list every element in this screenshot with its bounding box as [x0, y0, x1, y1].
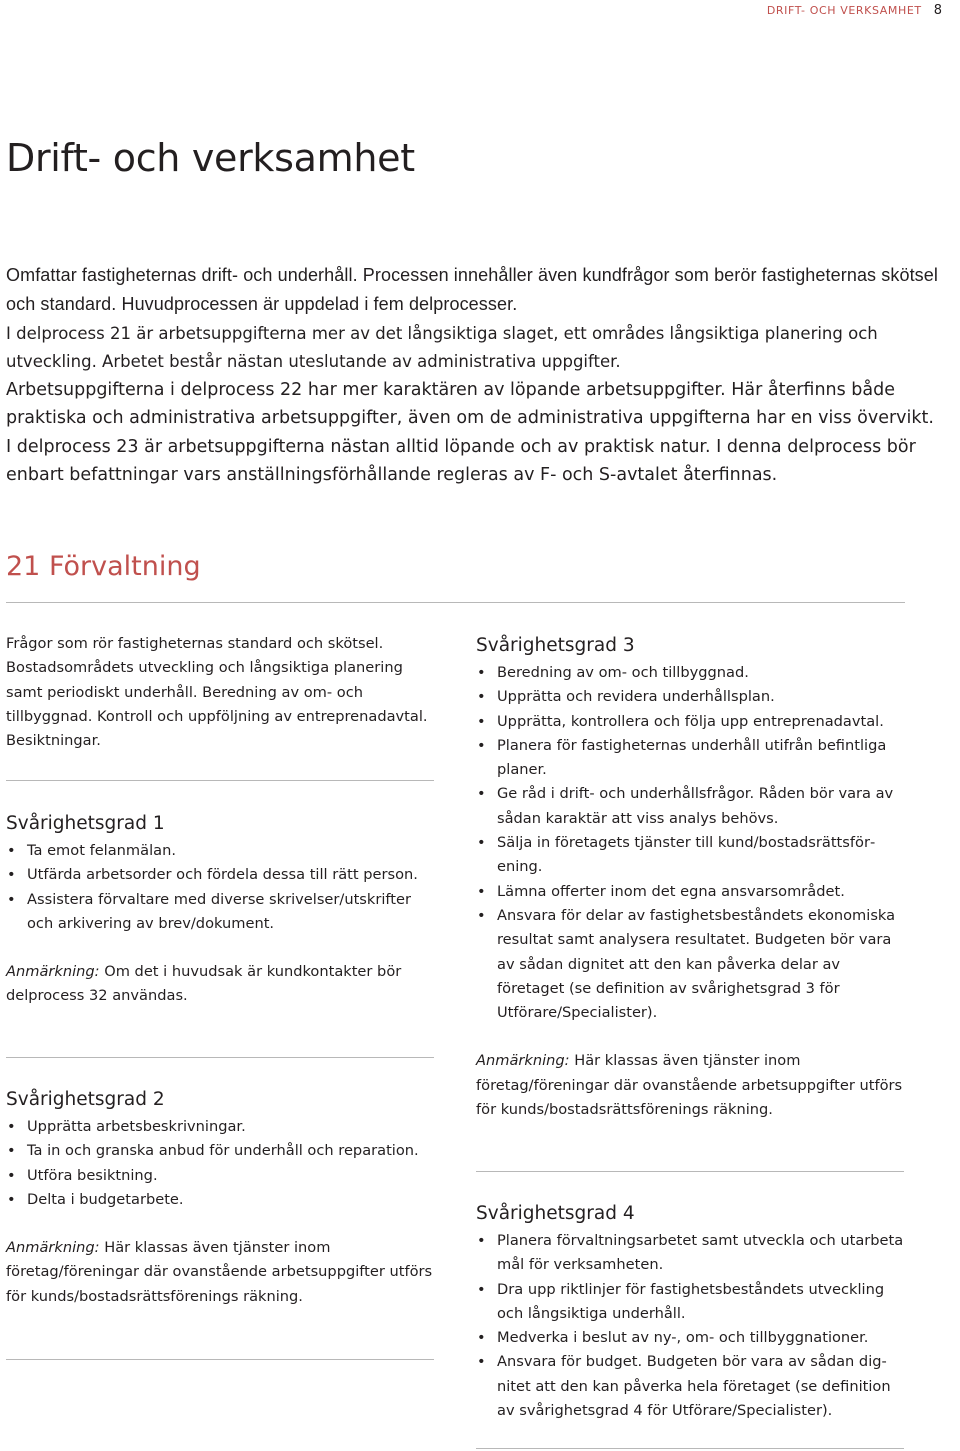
list-item: • Assistera förvaltare med diverse skrivelser/utskrifter och arkivering av brev/dokument.: [6, 888, 434, 937]
list-item: • Ansvara för budget. Budgeten bör vara av sådan dignitet att den kan påverka hela företaget (se definition av svårighetsgrad 4 för Utförare/Specialister).: [476, 1350, 904, 1423]
list-item: • Planera förvaltningsarbetet samt utveckla och utarbeta mål för verksamheten.: [476, 1229, 904, 1278]
divider: [476, 1448, 904, 1449]
header-section-label: DRIFT- OCH VERKSAMHET: [766, 3, 922, 17]
note-text: Här klassas även tjänster inom företag/föreningar där ovanstående arbetsuppgifter utförs för kunds/bostadsrättsförenings räkning.: [476, 1052, 903, 1119]
intro-p3: Arbetsuppgifterna i delprocess 22 har mer karaktären av löpande arbetsuppgifter. Här återfinns både praktiska och administrativa arbetsuppgifter, även om de administrativa uppgifterna har en viss övervikt.: [6, 380, 934, 429]
intro-p1: Omfattar fastigheternas drift- och underhåll. Processen innehåller även kundfrågor som berör fastigheternas skötsel och standard. Huvudprocessen är uppdelad i fem delprocesser.: [6, 265, 938, 315]
intro-paragraph: [6, 320, 951, 377]
grade-3-block: [476, 633, 904, 1122]
list-item: • Medverka i beslut av ny-, om- och tillbyggnationer.: [476, 1326, 904, 1350]
grade-2-note: [6, 1236, 434, 1309]
left-column: [6, 632, 434, 753]
list-item: • Sälja in företagets tjänster till kund/bostadsrättsförening.: [476, 831, 904, 880]
divider: [6, 1359, 434, 1360]
grade-1-list: [6, 839, 434, 936]
list-item: • Planera för fastigheternas underhåll utifrån befintliga planer.: [476, 734, 904, 783]
list-item: • Ge råd i drift- och underhållsfrågor. Råden bör vara av sådan karaktär att viss analys behövs.: [476, 782, 904, 831]
divider: [476, 1171, 904, 1172]
grade-1-title: Svårighetsgrad 1: [6, 813, 165, 834]
list-item: • Dra upp riktlinjer för fastighetsbeståndets utveckling och långsiktiga underhåll.: [476, 1278, 904, 1327]
grade-3-note: [476, 1049, 904, 1122]
grade-1-note: [6, 960, 434, 1009]
list-item: • Lämna offerter inom det egna ansvarsområdet.: [476, 880, 904, 904]
page-number: 8: [933, 2, 942, 18]
intro-paragraph: [6, 376, 951, 433]
grade-3-title: Svårighetsgrad 3: [476, 635, 635, 656]
list-item: • Beredning av om- och tillbyggnad.: [476, 661, 904, 685]
grade-2-list: [6, 1115, 434, 1212]
note-text: Om det i huvudsak är kundkontakter bör delprocess 32 användas.: [6, 963, 402, 1005]
section-description: Frågor som rör fastigheternas standard och skötsel. Bostadsområdets utveckling och långsiktiga planering samt periodiskt underhåll. Beredning av om- och tillbyggnad. Kontroll och uppföljning av entreprenadavtal. Besiktningar.: [6, 635, 428, 750]
list-item: • Ta emot felanmälan.: [6, 839, 434, 863]
list-item: • Upprätta, kontrollera och följa upp entreprenadavtal.: [476, 710, 904, 734]
page-title: Drift- och verksamhet: [6, 136, 415, 180]
divider: [6, 780, 434, 781]
intro-text: [6, 261, 951, 489]
list-item: • Upprätta arbetsbeskrivningar.: [6, 1115, 434, 1139]
grade-2-title: Svårighetsgrad 2: [6, 1089, 165, 1110]
list-item: • Utfärda arbetsorder och fördela dessa till rätt person.: [6, 863, 434, 887]
section-heading: 21 Förvaltning: [6, 551, 201, 582]
grade-3-list: [476, 661, 904, 1025]
note-label: Anmärkning:: [6, 1239, 100, 1257]
list-item: • Utföra besiktning.: [6, 1164, 434, 1188]
note-label: Anmärkning:: [6, 963, 100, 981]
running-header: [767, 0, 942, 20]
intro-paragraph: [6, 261, 951, 320]
note-text: Här klassas även tjänster inom företag/föreningar där ovanstående arbetsuppgifter utförs för kunds/bostadsrättsförenings räkning.: [6, 1239, 433, 1305]
divider: [6, 1057, 434, 1058]
grade-1-block: [6, 811, 434, 1009]
list-item: • Delta i budgetarbete.: [6, 1188, 434, 1212]
section-divider: [6, 602, 905, 603]
intro-p2: I delprocess 21 är arbetsuppgifterna mer av det långsiktiga slaget, ett områdes långsiktiga planering och utveckling. Arbetet består nästan uteslutande av administrativa uppgifter.: [6, 323, 878, 371]
intro-paragraph: [6, 433, 951, 490]
list-item: • Ta in och granska anbud för underhåll och reparation.: [6, 1139, 434, 1163]
note-label: Anmärkning:: [476, 1052, 570, 1070]
grade-2-block: [6, 1087, 434, 1309]
grade-4-title: Svårighetsgrad 4: [476, 1203, 635, 1224]
intro-p4: I delprocess 23 är arbetsuppgifterna nästan alltid löpande och av praktisk natur. I denna delprocess bör enbart befattningar vars anställningsförhållande regleras av F- och S-avtalet återfinnas.: [6, 436, 916, 486]
grade-4-block: [476, 1201, 904, 1423]
list-item: • Ansvara för delar av fastighetsbeståndets ekonomiska resultat samt analysera resultatet. Budgeten bör vara av sådan dignitet att den kan påverka delar av företaget (se definition av svårighetsgrad 3 för Utförare/Specialister).: [476, 904, 904, 1025]
list-item: • Upprätta och revidera underhållsplan.: [476, 685, 904, 709]
grade-4-list: [476, 1229, 904, 1423]
